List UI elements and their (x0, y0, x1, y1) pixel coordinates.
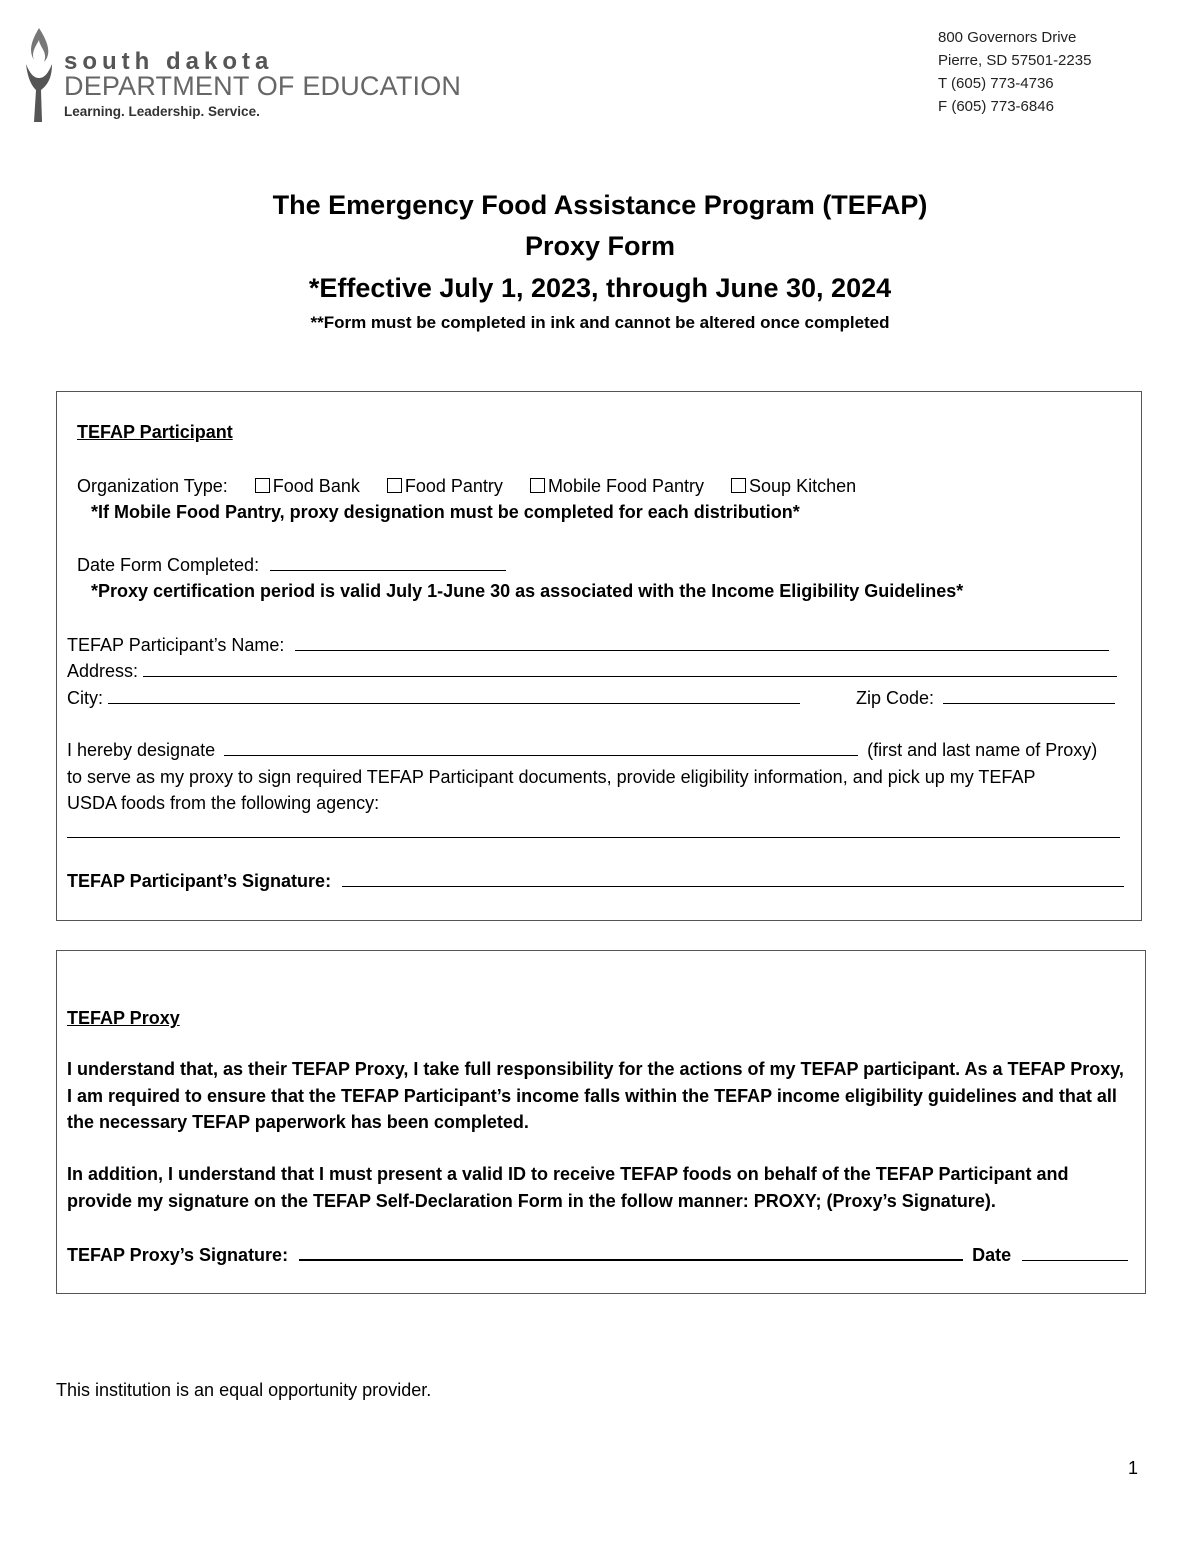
option-soup-kitchen[interactable] (731, 473, 856, 499)
form-title-block (0, 184, 1200, 336)
checkbox-icon[interactable] (530, 478, 545, 493)
designate-line3: USDA foods from the following agency: (67, 793, 380, 813)
proxy-responsibility-paragraph: I understand that, as their TEFAP Proxy, I take full responsibility for the actions of my TEFAP participant. As a TEFAP Proxy, I am required to ensure that the TEFAP Participant’s income falls within the TEFAP income eligibility guidelines and that all the necessary TEFAP paperwork has been completed. (67, 1059, 1124, 1132)
contact-phone: T (605) 773-4736 (938, 75, 1054, 92)
zip-label: Zip Code: (856, 688, 935, 708)
participant-signature-field[interactable] (342, 868, 1124, 887)
sd-doe-logo (22, 26, 462, 126)
page-number: 1 (1128, 1458, 1139, 1478)
title-form: Proxy Form (524, 231, 676, 261)
designate-prefix: I hereby designate (67, 740, 216, 760)
checkbox-icon[interactable] (731, 478, 746, 493)
proxy-id-paragraph: In addition, I understand that I must present a valid ID to receive TEFAP foods on behalf of the TEFAP Participant and provide my signature on the TEFAP Self-Declaration Form in the follow manner: PROXY; (Proxy’s Signature). (67, 1164, 1069, 1211)
title-ink-note: **Form must be completed in ink and cannot be altered once completed (310, 313, 890, 332)
contact-city: Pierre, SD 57501-2235 (938, 52, 1092, 69)
designate-line2: to serve as my proxy to sign required TEFAP Participant documents, provide eligibility information, and pick up my TEFAP (67, 767, 1036, 787)
torch-icon (22, 26, 56, 124)
title-effective: *Effective July 1, 2023, through June 30, 2024 (308, 273, 892, 303)
proxy-signature-label: TEFAP Proxy’s Signature: (67, 1245, 289, 1265)
address-label: Address: (67, 661, 139, 681)
participant-name-row (67, 632, 1109, 658)
checkbox-icon[interactable] (387, 478, 402, 493)
contact-street: 800 Governors Drive (938, 29, 1077, 46)
option-mobile-food-pantry-label: Mobile Food Pantry (547, 476, 705, 496)
date-completed-row (77, 552, 506, 578)
option-food-pantry-label: Food Pantry (404, 476, 503, 496)
contact-fax: F (605) 773-6846 (938, 98, 1054, 115)
option-soup-kitchen-label: Soup Kitchen (749, 476, 857, 496)
date-completed-field[interactable] (270, 552, 506, 571)
org-type-label: Organization Type: (77, 476, 228, 496)
equal-opportunity-statement: This institution is an equal opportunity provider. (56, 1380, 432, 1400)
proxy-name-field[interactable] (224, 737, 858, 756)
agency-field[interactable] (67, 837, 1120, 838)
city-label: City: (67, 688, 103, 708)
contact-block (938, 26, 1091, 118)
participant-signature-row (67, 868, 1124, 894)
proxy-date-field[interactable] (1022, 1242, 1128, 1261)
title-program: The Emergency Food Assistance Program (TEFAP) (272, 190, 928, 220)
zip-row (856, 685, 1115, 711)
participant-name-label: TEFAP Participant’s Name: (67, 635, 285, 655)
checkbox-icon[interactable] (255, 478, 270, 493)
logo-tagline: Learning. Leadership. Service. (64, 104, 260, 119)
proxy-signature-field[interactable] (299, 1241, 963, 1261)
proxy-heading: TEFAP Proxy (67, 1008, 180, 1028)
designate-suffix: (first and last name of Proxy) (867, 740, 1098, 760)
date-completed-label: Date Form Completed: (77, 555, 260, 575)
proxy-date-label: Date (972, 1245, 1012, 1265)
participant-heading: TEFAP Participant (77, 422, 233, 442)
mobile-pantry-note: *If Mobile Food Pantry, proxy designation must be completed for each distribution* (91, 502, 800, 522)
option-mobile-food-pantry[interactable] (530, 473, 704, 499)
org-type-row (77, 473, 856, 499)
participant-signature-label: TEFAP Participant’s Signature: (67, 871, 332, 891)
option-food-pantry[interactable] (387, 473, 503, 499)
proxy-signature-row (67, 1241, 1128, 1268)
city-field[interactable] (108, 685, 800, 704)
city-row (67, 685, 800, 711)
certification-note: *Proxy certification period is valid July 1-June 30 as associated with the Income Eligibility Guidelines* (91, 581, 964, 601)
option-food-bank-label: Food Bank (272, 476, 360, 496)
participant-name-field[interactable] (295, 632, 1109, 651)
zip-field[interactable] (943, 685, 1115, 704)
option-food-bank[interactable] (255, 473, 360, 499)
logo-line1: south dakota (64, 48, 274, 75)
address-row (67, 658, 1117, 684)
designate-row (67, 737, 1097, 763)
address-field[interactable] (143, 658, 1117, 677)
logo-line2: DEPARTMENT OF EDUCATION (64, 71, 462, 101)
